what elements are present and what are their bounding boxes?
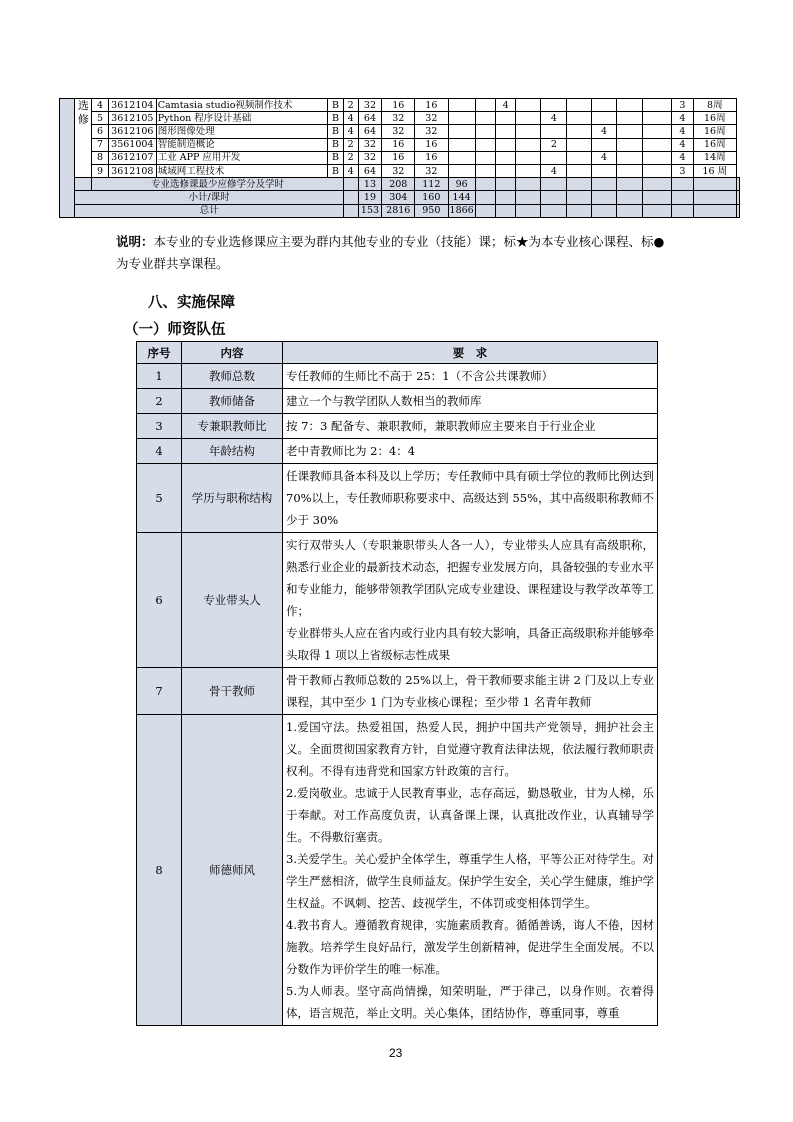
hours-cell: 64 [358,125,382,138]
credit-cell: 2 [343,151,358,164]
s1-cell [448,112,475,125]
course-name-cell: Python 程序设计基础 [156,112,327,125]
summary-empty-cell [592,204,616,217]
requirement-paragraph: 2.爱岗敬业。忠诚于人民教育事业，志存高远，勤恳敬业，甘为人梯，乐于奉献。对工作高度负责，认真备课上课，认真批改作业，认真辅导学生。不得敷衍塞责。 [286,786,654,844]
summary-empty-cell [616,191,642,204]
summary-empty-cell [475,191,495,204]
summary-empty-cell [516,178,541,191]
s3-cell [495,138,515,151]
col_b-cell: 16周 [693,112,736,125]
faculty-content-cell: 师德师风 [182,715,283,1026]
col_a-cell: 4 [672,112,693,125]
summary-credit-cell: 13 [358,178,382,191]
requirement-paragraph: 骨干教师占教师总数的 25%以上，骨干教师要求能主讲 2 门及以上专业课程，其中至少 1 门为专业核心课程；至少带 1 名青年教师 [286,673,654,709]
faculty-header-row [137,342,658,364]
s7-cell: 4 [592,125,616,138]
credit-cell: 4 [343,164,358,177]
hours-cell: 32 [358,138,382,151]
note-text: 本专业的专业选修课应主要为群内其他专业的专业（技能）课；标★为本专业核心课程、标●为专业群共享课程。 [116,234,665,271]
faculty-seq-cell: 5 [137,464,182,533]
summary-row [60,178,740,191]
table-row [60,112,740,125]
s1-cell [448,99,475,112]
code-cell: 3612106 [108,125,156,138]
table-row [60,151,740,164]
course-name-cell: Camtasia studio视频制作技术 [156,99,327,112]
col_b-cell: 8周 [693,99,736,112]
faculty-content-cell: 骨干教师 [182,668,283,715]
type-cell: B [328,138,344,151]
faculty-row [137,668,658,715]
s3-cell [495,125,515,138]
table-row [60,125,740,138]
summary-practice-cell: 96 [448,178,475,191]
theory-cell: 32 [382,125,415,138]
practice-cell: 16 [415,99,448,112]
summary-empty-cell [567,204,592,217]
faculty-row [137,464,658,533]
requirement-paragraph: 4.教书育人。遵循教育规律，实施素质教育。循循善诱，诲人不倦，因材施教。培养学生良好品行，激发学生创新精神，促进学生全面发展。不以分数作为评价学生的唯一标准。 [286,918,654,976]
summary-theory-cell: 160 [415,191,448,204]
summary-empty-cell [672,204,693,217]
s6-cell [567,112,592,125]
col_b-cell: 16 周 [693,164,736,177]
faculty-requirement-cell [283,715,658,1026]
s4-cell [516,99,541,112]
subsection-heading: （一）师资队伍 [124,322,226,338]
header-requirement: 要 求 [283,342,658,364]
s3-cell [495,164,515,177]
faculty-requirement-cell [283,364,658,389]
summary-empty-cell [516,191,541,204]
faculty-content-cell: 专兼职教师比 [182,414,283,439]
summary-theory-cell: 112 [415,178,448,191]
col_a-cell: 4 [672,151,693,164]
faculty-row [137,439,658,464]
credit-cell: 4 [343,112,358,125]
type-cell: B [328,112,344,125]
summary-empty-cell [475,204,495,217]
col_a-cell: 4 [672,138,693,151]
faculty-content-cell: 教师总数 [182,364,283,389]
s4-cell [516,151,541,164]
col_b-cell: 16周 [693,125,736,138]
summary-blank-cell [343,178,358,191]
summary-theory-cell: 950 [415,204,448,217]
s7-cell [592,99,616,112]
summary-empty-cell [495,191,515,204]
faculty-requirement-cell [283,389,658,414]
s8-cell [616,125,642,138]
s2-cell [475,125,495,138]
s4-cell [516,138,541,151]
hours-cell: 64 [358,164,382,177]
s8-cell [616,99,642,112]
summary-empty-cell [642,178,672,191]
s3-cell: 4 [495,99,515,112]
type-cell: B [328,151,344,164]
course-name-cell: 城域网工程技术 [156,164,327,177]
faculty-requirement-cell [283,439,658,464]
s4-cell [516,112,541,125]
summary-row [60,204,740,217]
s5-cell [541,99,567,112]
faculty-content-cell: 年龄结构 [182,439,283,464]
summary-empty-cell [592,178,616,191]
summary-empty-cell [567,191,592,204]
summary-label-cell: 专业选修课最少应修学分及学时 [92,178,344,191]
col_b-cell: 14周 [693,151,736,164]
table-note [116,231,676,275]
s4-cell [516,164,541,177]
theory-cell: 32 [382,164,415,177]
requirement-paragraph: 按 7：3 配备专、兼职教师，兼职教师应主要来自于行业企业 [286,419,596,433]
s8-cell [616,151,642,164]
table-row [60,164,740,177]
summary-empty-cell [642,204,672,217]
s9-cell [642,99,672,112]
summary-empty-cell [567,178,592,191]
summary-empty-cell [541,191,567,204]
course-name-cell: 智能制造概论 [156,138,327,151]
practice-cell: 16 [415,138,448,151]
theory-cell: 16 [382,151,415,164]
section-heading: 八、实施保障 [148,295,235,311]
code-cell: 3561004 [108,138,156,151]
type-cell: B [328,125,344,138]
s2-cell [475,99,495,112]
s8-cell [616,138,642,151]
requirement-paragraph: 老中青教师比为 2：4：4 [286,444,416,458]
s8-cell [616,112,642,125]
s1-cell [448,125,475,138]
theory-cell: 16 [382,138,415,151]
s8-cell [616,164,642,177]
s6-cell [567,151,592,164]
col_a-cell: 3 [672,164,693,177]
s7-cell: 4 [592,151,616,164]
summary-hours-cell: 304 [382,191,415,204]
s5-cell: 2 [541,138,567,151]
faculty-content-cell: 教师储备 [182,389,283,414]
summary-blank-cell [343,204,358,217]
note-label: 说明： [116,234,154,249]
seq-cell: 7 [92,138,109,151]
credit-cell: 4 [343,125,358,138]
requirement-paragraph: 5.为人师表。坚守高尚情操，知荣明耻，严于律己，以身作则。衣着得体，语言规范，举止文明。关心集体，团结协作，尊重同事，尊重 [286,984,654,1020]
summary-hours-cell: 2816 [382,204,415,217]
s4-cell [516,125,541,138]
seq-cell: 9 [92,164,109,177]
summary-empty-cell [672,191,693,204]
s7-cell [592,164,616,177]
col_b-cell: 16周 [693,138,736,151]
faculty-row [137,364,658,389]
code-cell: 3612108 [108,164,156,177]
summary-empty-cell [693,191,736,204]
s6-cell [567,99,592,112]
faculty-seq-cell: 4 [137,439,182,464]
s2-cell [475,164,495,177]
summary-credit-cell: 19 [358,191,382,204]
col_a-cell: 3 [672,99,693,112]
summary-label-cell: 总计 [75,204,343,217]
summary-empty-cell [616,178,642,191]
seq-cell: 5 [92,112,109,125]
summary-practice-cell: 144 [448,191,475,204]
summary-practice-cell: 1866 [449,205,474,217]
theory-cell: 16 [382,99,415,112]
code-cell: 3612104 [108,99,156,112]
requirement-paragraph: 3.关爱学生。关心爱护全体学生，尊重学生人格，平等公正对待学生。对学生严慈相济，做学生良师益友。保护学生安全，关心学生健康，维护学生权益。不讽刺、挖苦、歧视学生，不体罚或变相体罚学生。 [286,852,654,910]
type-cell: B [328,99,344,112]
summary-empty-cell [672,178,693,191]
faculty-seq-cell: 2 [137,389,182,414]
s6-cell [567,125,592,138]
group-label-cell: 选修 [75,99,92,178]
s7-cell [592,138,616,151]
faculty-requirement-cell [283,533,658,668]
sidebar-cell [60,99,75,218]
code-cell: 3612105 [108,112,156,125]
s5-cell [541,151,567,164]
practice-cell: 32 [415,125,448,138]
s7-cell [592,112,616,125]
s9-cell [642,151,672,164]
summary-empty-cell [737,178,740,191]
table-row [60,138,740,151]
s9-cell [642,164,672,177]
s5-cell [541,125,567,138]
faculty-row [137,533,658,668]
course-name-cell: 图形图像处理 [156,125,327,138]
faculty-requirement-cell [283,668,658,715]
course-table [59,98,740,218]
s2-cell [475,138,495,151]
col_a-cell: 4 [672,125,693,138]
course-name-cell: 工业 APP 应用开发 [156,151,327,164]
type-cell: B [328,164,344,177]
hours-cell: 64 [358,112,382,125]
faculty-seq-cell: 3 [137,414,182,439]
seq-cell: 6 [92,125,109,138]
summary-hours-cell: 208 [382,178,415,191]
summary-row [60,191,740,204]
credit-cell: 2 [343,99,358,112]
s6-cell [567,138,592,151]
summary-empty-cell [495,204,515,217]
requirement-paragraph: 建立一个与教学团队人数相当的教师库 [286,394,482,408]
s1-cell [448,151,475,164]
faculty-seq-cell: 1 [137,364,182,389]
s9-cell [642,112,672,125]
requirement-paragraph: 实行双带头人（专职兼职带头人各一人），专业带头人应具有高级职称，熟悉行业企业的最新技术动态，把握专业发展方向，具备较强的专业水平和专业能力，能够带领教学团队完成专业建设、课程建设与教学改革等工作； [286,538,654,618]
s5-cell: 4 [541,112,567,125]
code-cell: 3612107 [108,151,156,164]
s6-cell [567,164,592,177]
faculty-row [137,414,658,439]
hours-cell: 32 [358,151,382,164]
s2-cell [475,112,495,125]
s1-cell [448,164,475,177]
summary-empty-cell [693,204,736,217]
faculty-row [137,715,658,1026]
requirement-paragraph: 专任教师的生师比不高于 25：1（不含公共课教师） [286,369,554,383]
faculty-seq-cell: 6 [137,533,182,668]
summary-empty-cell [642,191,672,204]
requirement-paragraph: 1.爱国守法。热爱祖国，热爱人民，拥护中国共产党领导，拥护社会主义。全面贯彻国家教育方针，自觉遵守教育法律法规，依法履行教师职责权利。不得有违背党和国家方针政策的言行。 [286,720,654,778]
faculty-content-cell: 学历与职称结构 [182,464,283,533]
summary-empty-cell [737,204,740,217]
practice-cell: 16 [415,151,448,164]
table-row [60,99,740,112]
s3-cell [495,112,515,125]
faculty-content-cell: 专业带头人 [182,533,283,668]
s1-cell [448,138,475,151]
s3-cell [495,151,515,164]
summary-empty-cell [693,178,736,191]
hours-cell: 32 [358,99,382,112]
s5-cell: 4 [541,164,567,177]
summary-empty-cell [737,191,740,204]
practice-cell: 32 [415,112,448,125]
theory-cell: 32 [382,112,415,125]
faculty-seq-cell: 7 [137,668,182,715]
summary-empty-cell [541,204,567,217]
summary-credit-cell: 153 [358,204,382,217]
credit-cell: 2 [343,138,358,151]
seq-cell: 4 [92,99,109,112]
faculty-requirement-cell [283,464,658,533]
summary-empty-cell [616,204,642,217]
requirement-paragraph: 专业群带头人应在省内或行业内具有较大影响，具备正高级职称并能够牵头取得 1 项以上省级标志性成果 [286,626,654,662]
summary-gap-cell [75,178,92,191]
page-number: 23 [389,1046,403,1060]
requirement-paragraph: 任课教师具备本科及以上学历；专任教师中具有硕士学位的教师比例达到 70%以上，专任教师职称要求中、高级达到 55%，其中高级职称教师不少于 30% [286,469,654,527]
practice-cell: 32 [415,164,448,177]
seq-cell: 8 [92,151,109,164]
faculty-row [137,389,658,414]
s9-cell [642,125,672,138]
summary-empty-cell [541,178,567,191]
summary-empty-cell [475,178,495,191]
summary-empty-cell [592,191,616,204]
summary-empty-cell [516,204,541,217]
header-seq: 序号 [137,342,182,364]
faculty-seq-cell: 8 [137,715,182,1026]
faculty-requirement-cell [283,414,658,439]
s2-cell [475,151,495,164]
summary-blank-cell [343,191,358,204]
header-content: 内容 [182,342,283,364]
summary-empty-cell [495,178,515,191]
faculty-table [136,341,658,1026]
s9-cell [642,138,672,151]
summary-label-cell: 小计/课时 [75,191,343,204]
